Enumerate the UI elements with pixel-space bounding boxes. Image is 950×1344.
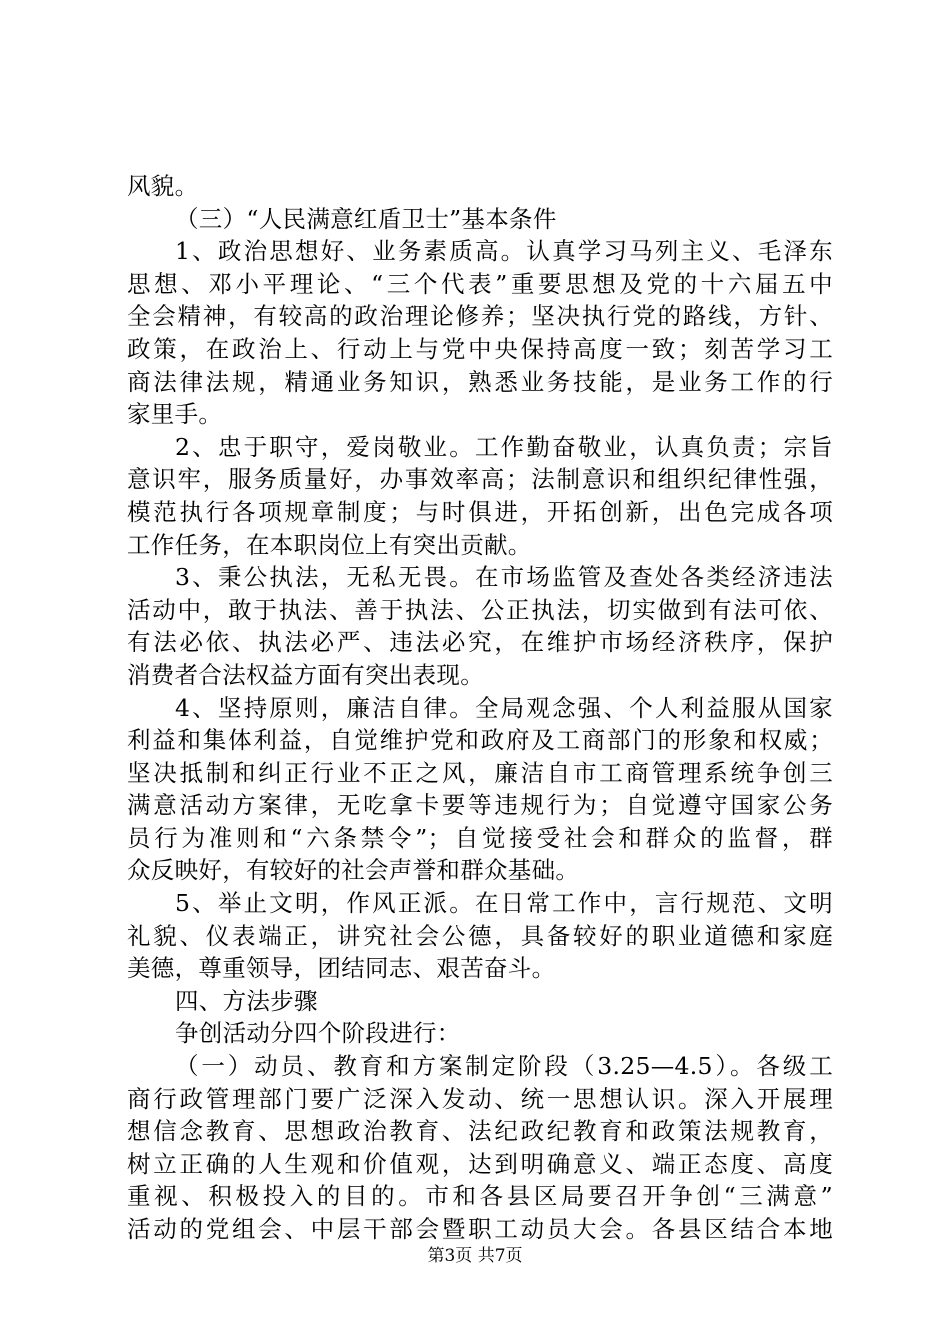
text-line: 商行政管理部门要广泛深入发动、统一思想认识。深入开展理 (127, 1084, 833, 1113)
text-line: （一）动员、教育和方案制定阶段（3.25—4.5）。各级工 (175, 1052, 833, 1081)
text-line: （三）“人民满意红盾卫士”基本条件 (175, 204, 557, 233)
text-line: 家里手。 (127, 400, 223, 429)
text-line: 思想、邓小平理论、“三个代表”重要思想及党的十六届五中 (127, 269, 833, 298)
text-line: 风貌。 (127, 172, 199, 200)
text-line: 美德，尊重领导，团结同志、艰苦奋斗。 (127, 954, 556, 983)
text-line: 商法律法规，精通业务知识，熟悉业务技能，是业务工作的行 (127, 367, 833, 396)
document-body (127, 170, 833, 1246)
text-line: 树立正确的人生观和价值观，达到明确意义、端正态度、高度 (127, 1149, 833, 1178)
text-line: 利益和集体利益，自觉维护党和政府及工商部门的形象和权威； (127, 726, 833, 755)
text-line: 礼貌、仪表端正，讲究社会公德，具备较好的职业道德和家庭 (127, 921, 833, 950)
text-line: 众反映好，有较好的社会声誉和群众基础。 (127, 856, 580, 885)
text-line: 1、政治思想好、业务素质高。认真学习马列主义、毛泽东 (175, 237, 833, 266)
text-line: 3、秉公执法，无私无畏。在市场监管及查处各类经济违法 (175, 563, 833, 592)
text-line: 全会精神，有较高的政治理论修养；坚决执行党的路线，方针、 (127, 302, 833, 331)
text-line: 5、举止文明，作风正派。在日常工作中，言行规范、文明 (175, 889, 833, 918)
text-line: 2、忠于职守，爱岗敬业。工作勤奋敬业，认真负责；宗旨 (175, 432, 833, 461)
text-line: 工作任务，在本职岗位上有突出贡献。 (127, 530, 532, 559)
text-line: 坚决抵制和纠正行业不正之风，廉洁自市工商管理系统争创三 (127, 758, 833, 787)
text-line: 有法必依、执法必严、违法必究，在维护市场经济秩序，保护 (127, 628, 833, 657)
text-line: 员行为准则和“六条禁令”；自觉接受社会和群众的监督，群 (127, 823, 833, 852)
text-line: 四、方法步骤 (175, 986, 318, 1015)
page-footer: 第3页 共7页 (427, 1246, 523, 1266)
text-line: 4、坚持原则，廉洁自律。全局观念强、个人利益服从国家 (175, 693, 833, 722)
text-line: 争创活动分四个阶段进行： (175, 1019, 461, 1048)
text-line: 满意活动方案律，无吃拿卡要等违规行为；自觉遵守国家公务 (127, 791, 833, 820)
text-line: 政策，在政治上、行动上与党中央保持高度一致；刻苦学习工 (127, 334, 833, 363)
text-line: 消费者合法权益方面有突出表现。 (127, 660, 484, 689)
text-line: 活动中，敢于执法、善于执法、公正执法，切实做到有法可依、 (127, 595, 833, 624)
text-line: 重视、积极投入的目的。市和各县区局要召开争创“三满意” (127, 1182, 833, 1211)
text-line: 意识牢，服务质量好，办事效率高；法制意识和组织纪律性强， (127, 465, 833, 494)
text-line: 想信念教育、思想政治教育、法纪政纪教育和政策法规教育， (127, 1117, 833, 1146)
text-line: 模范执行各项规章制度；与时俱进，开拓创新，出色完成各项 (127, 497, 833, 526)
text-line: 活动的党组会、中层干部会暨职工动员大会。各县区结合本地 (127, 1215, 833, 1243)
